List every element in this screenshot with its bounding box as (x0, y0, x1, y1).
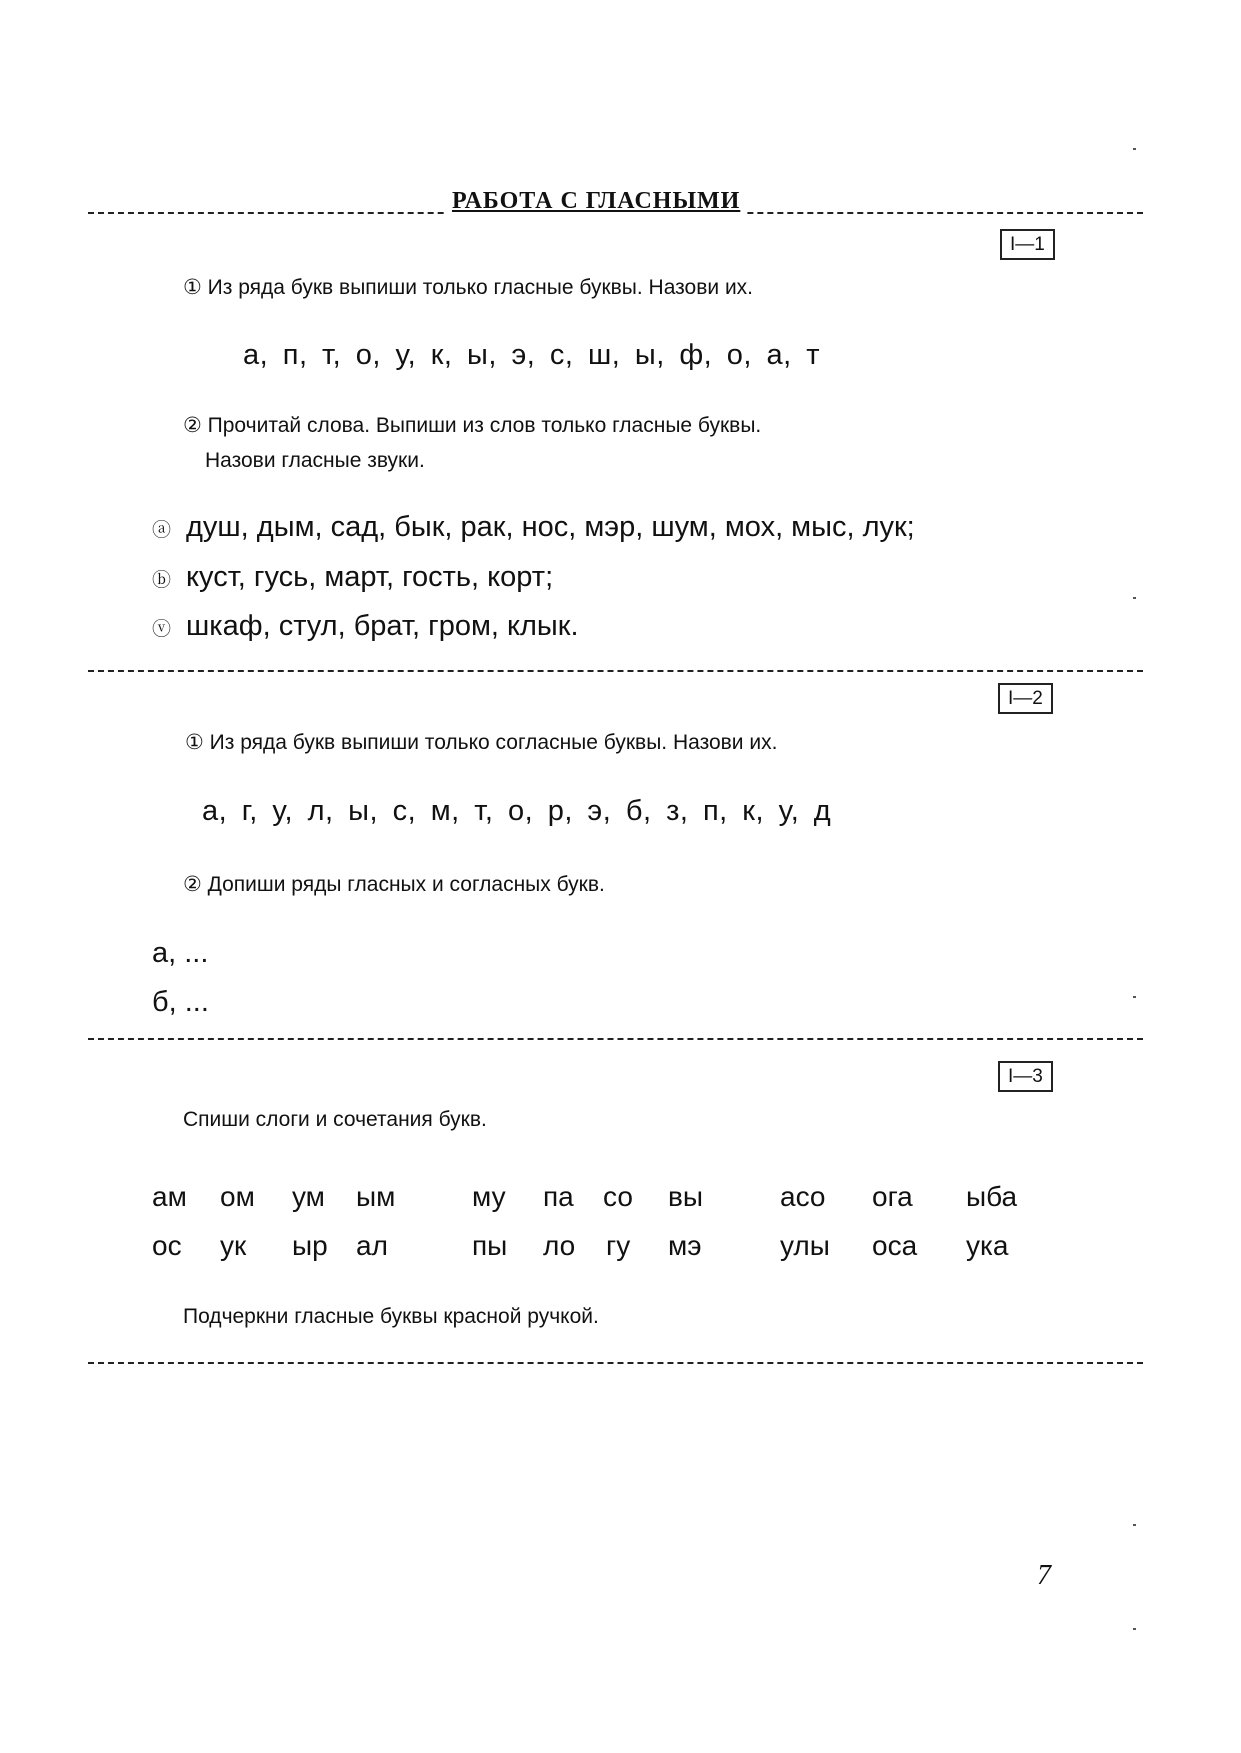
syllable: ам (152, 1181, 187, 1212)
consonant-row: б, ... (152, 986, 209, 1018)
divider-bottom (88, 1362, 1143, 1364)
syllable: ос (152, 1230, 182, 1261)
syllable: ом (220, 1181, 255, 1212)
marker-a: ⓐ (152, 520, 172, 541)
syllable: асо (780, 1181, 826, 1212)
syllable: ук (220, 1230, 247, 1261)
word-row-v (152, 610, 579, 643)
syllable: ло (543, 1230, 576, 1261)
scan-speck (1133, 597, 1136, 599)
page-number: 7 (1037, 1560, 1051, 1591)
scan-speck (1133, 996, 1136, 998)
syllable: оса (872, 1230, 918, 1261)
vowel-row: а, ... (152, 937, 209, 969)
syllable: ал (356, 1230, 388, 1261)
task-1-2-instruction-line1: ② Прочитай слова. Выпиши из слов только гласные буквы. (183, 414, 762, 437)
task-1-1-letters: а, п, т, о, у, к, ы, э, с, ш, ы, ф, о, а, т (243, 339, 821, 371)
word-row-b (152, 561, 553, 594)
words-a: душ, дым, сад, бык, рак, нос, мэр, шум, мох, мыс, лук; (186, 511, 915, 543)
scan-speck (1133, 148, 1136, 150)
words-v: шкаф, стул, брат, гром, клык. (186, 610, 579, 642)
syllable: ога (872, 1181, 913, 1212)
section-badge-3: I—3 (998, 1061, 1053, 1092)
page-title: РАБОТА С ГЛАСНЫМИ (446, 188, 746, 215)
syllable: гу (606, 1230, 631, 1261)
task-3-footer: Подчеркни гласные буквы красной ручкой. (183, 1305, 599, 1328)
divider-1 (88, 670, 1143, 672)
marker-v: ⓥ (152, 619, 172, 640)
syllable: ыр (292, 1230, 328, 1261)
task-2-1-letters: а, г, у, л, ы, с, м, т, о, р, э, б, з, п, к, у, д (202, 795, 832, 827)
syllable: пы (472, 1230, 508, 1261)
syllable: па (543, 1181, 574, 1212)
task-1-2-instruction-line2: Назови гласные звуки. (205, 449, 425, 472)
syllable: мэ (668, 1230, 702, 1261)
word-row-a (152, 511, 915, 544)
divider-2 (88, 1038, 1143, 1040)
task-2-2-instruction: ② Допиши ряды гласных и согласных букв. (183, 873, 605, 896)
syllable: со (603, 1181, 633, 1212)
syllable: ум (292, 1181, 325, 1212)
marker-b: ⓑ (152, 570, 172, 591)
scan-speck (1133, 1628, 1136, 1630)
scan-speck (1133, 1524, 1136, 1526)
section-badge-2: I—2 (998, 683, 1053, 714)
words-b: куст, гусь, март, гость, корт; (186, 561, 554, 593)
syllable: улы (780, 1230, 830, 1261)
task-1-1-instruction: ① Из ряда букв выпиши только гласные буквы. Назови их. (183, 276, 754, 299)
syllable: му (472, 1181, 506, 1212)
task-2-1-instruction: ① Из ряда букв выпиши только согласные буквы. Назови их. (185, 731, 778, 754)
syllable: вы (668, 1181, 703, 1212)
syllable: ыба (966, 1181, 1018, 1212)
syllable: ым (356, 1181, 396, 1212)
syllable: ука (966, 1230, 1009, 1261)
section-badge-1: I—1 (1000, 229, 1055, 260)
task-3-instruction: Спиши слоги и сочетания букв. (183, 1108, 487, 1131)
